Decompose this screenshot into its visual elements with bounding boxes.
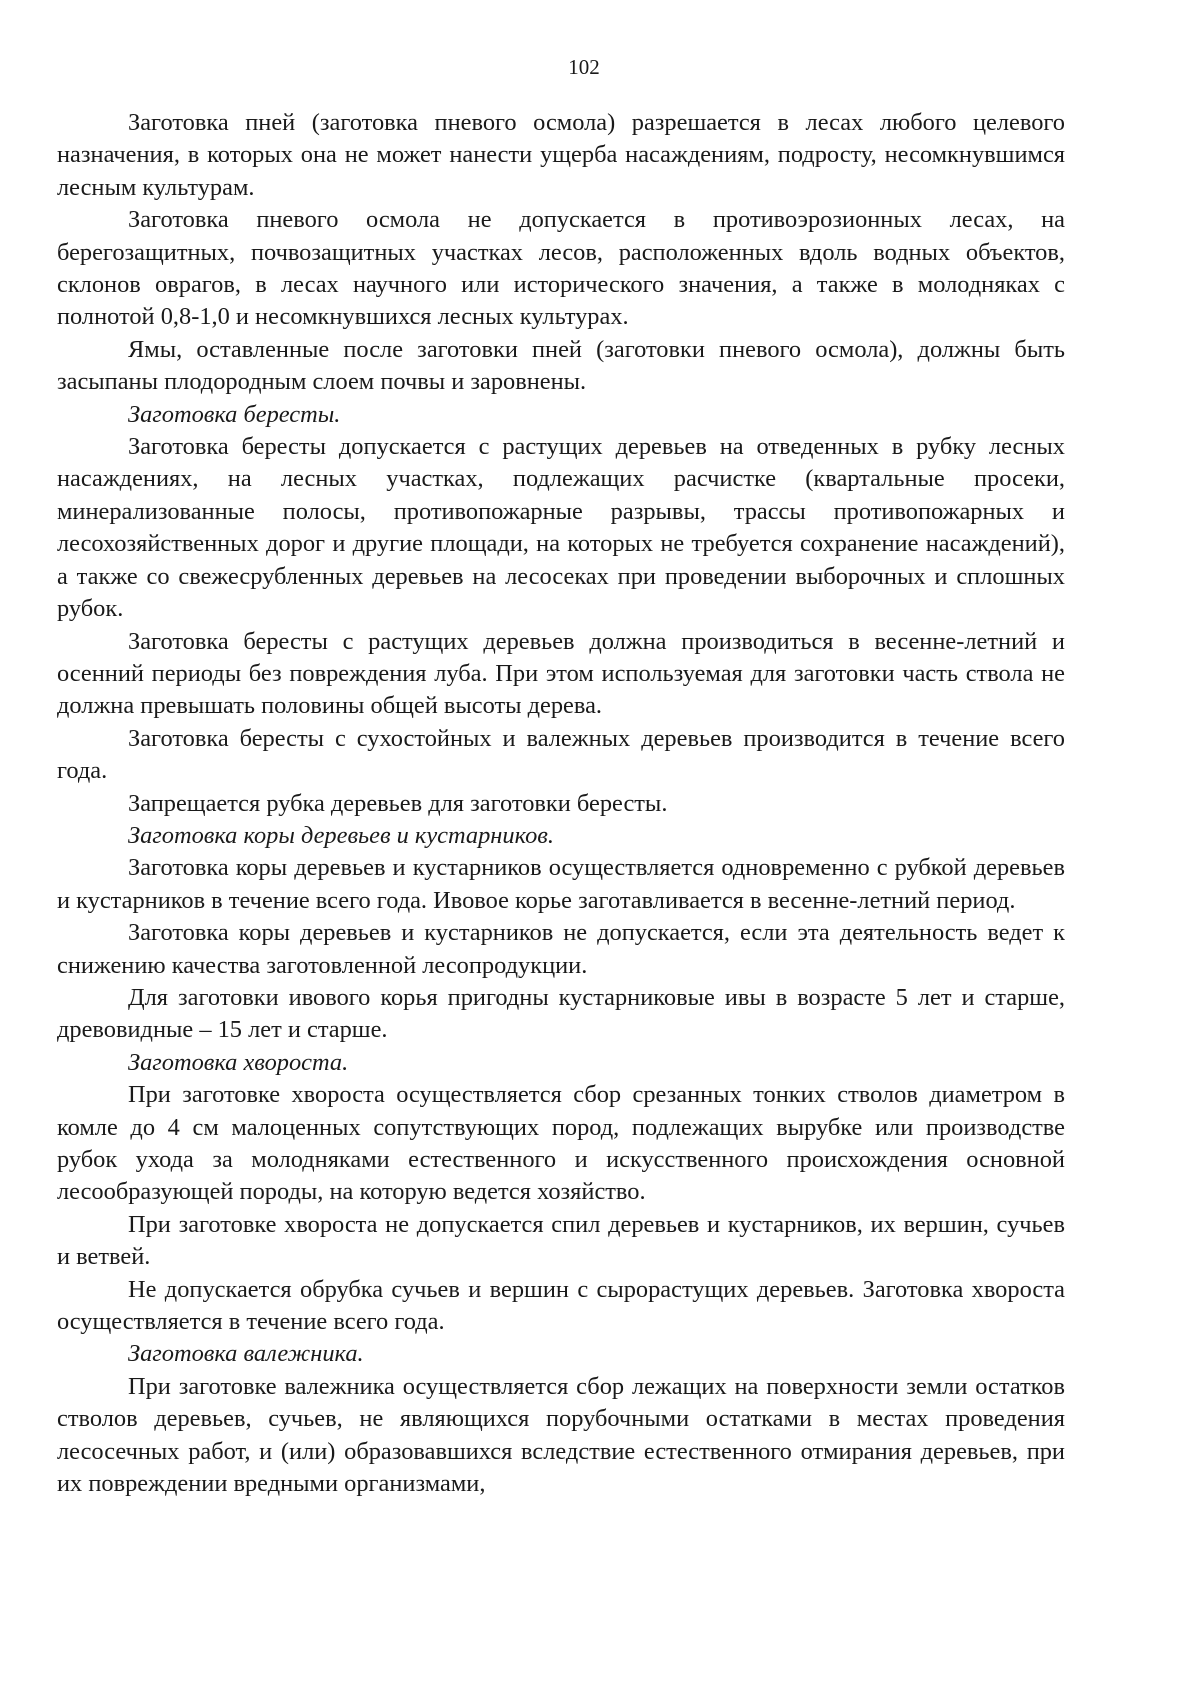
document-page — [57, 52, 1065, 1500]
section-heading: Заготовка бересты. — [128, 400, 341, 428]
paragraph: Ямы, оставленные после заготовки пней (заготовки пневого осмола), должны быть засыпаны плодородным слоем почвы и заровнены. — [57, 335, 1065, 396]
paragraph: Заготовка бересты допускается с растущих деревьев на отведенных в рубку лесных насаждениях, на лесных участках, подлежащих расчистке (квартальные просеки, минерализованные полосы, противопожарные разрывы, трассы противопожарных и лесохозяйственных дорог и другие площади, на которых не требуется сохранение насаждений), а также со свежесрубленных деревьев на лесосеках при проведении выборочных и сплошных рубок. — [57, 433, 1065, 623]
section-heading: Заготовка валежника. — [128, 1340, 364, 1368]
paragraph: Заготовка коры деревьев и кустарников не допускается, если эта деятельность ведет к снижению качества заготовленной лесопродукции. — [57, 919, 1065, 979]
paragraph: Заготовка коры деревьев и кустарников осуществляется одновременно с рубкой деревьев и кустарников в течение всего года. Ивовое корье заготавливается в весенне-летний период. — [57, 854, 1065, 914]
paragraph: Заготовка бересты с сухостойных и валежных деревьев производится в течение всего года. — [57, 724, 1065, 785]
section-heading: Заготовка коры деревьев и кустарников. — [128, 821, 554, 849]
paragraph: При заготовке хвороста осуществляется сбор срезанных тонких стволов диаметром в комле до 4 см малоценных сопутствующих пород, подлежащих вырубке или производстве рубок ухода за молодняками естественного и искусственного происхождения основной лесообразующей породы, на которую ведется хозяйство. — [57, 1081, 1065, 1206]
paragraph: Заготовка пней (заготовка пневого осмола) разрешается в лесах любого целевого назначения, в которых она не может нанести ущерба насаждениям, подросту, несомкнувшимся лесным культурам. — [57, 109, 1065, 201]
paragraph: При заготовке хвороста не допускается спил деревьев и кустарников, их вершин, сучьев и ветвей. — [57, 1210, 1065, 1271]
paragraph: Не допускается обрубка сучьев и вершин с сырорастущих деревьев. Заготовка хвороста осуществляется в течение всего года. — [57, 1275, 1065, 1336]
page-number: 102 — [568, 55, 600, 79]
section-heading: Заготовка хвороста. — [128, 1048, 349, 1076]
paragraph: Запрещается рубка деревьев для заготовки бересты. — [128, 789, 668, 817]
paragraph: Заготовка бересты с растущих деревьев должна производиться в весенне-летний и осенний периоды без повреждения луба. При этом используемая для заготовки часть ствола не должна превышать половины общей высоты дерева. — [57, 627, 1065, 720]
paragraph: При заготовке валежника осуществляется сбор лежащих на поверхности земли остатков стволов деревьев, сучьев, не являющихся порубочными остатками в местах проведения лесосечных работ, и (или) образовавшихся вследствие естественного отмирания деревьев, при их повреждении вредными организмами, — [57, 1372, 1065, 1498]
paragraph: Заготовка пневого осмола не допускается в противоэрозионных лесах, на берегозащитных, почвозащитных участках лесов, расположенных вдоль водных объектов, склонов оврагов, в лесах научного или исторического значения, а также в молодняках с полнотой 0,8-1,0 и несомкнувшихся лесных культурах. — [57, 206, 1065, 331]
paragraph: Для заготовки ивового корья пригодны кустарниковые ивы в возрасте 5 лет и старше, древовидные – 15 лет и старше. — [57, 983, 1065, 1044]
